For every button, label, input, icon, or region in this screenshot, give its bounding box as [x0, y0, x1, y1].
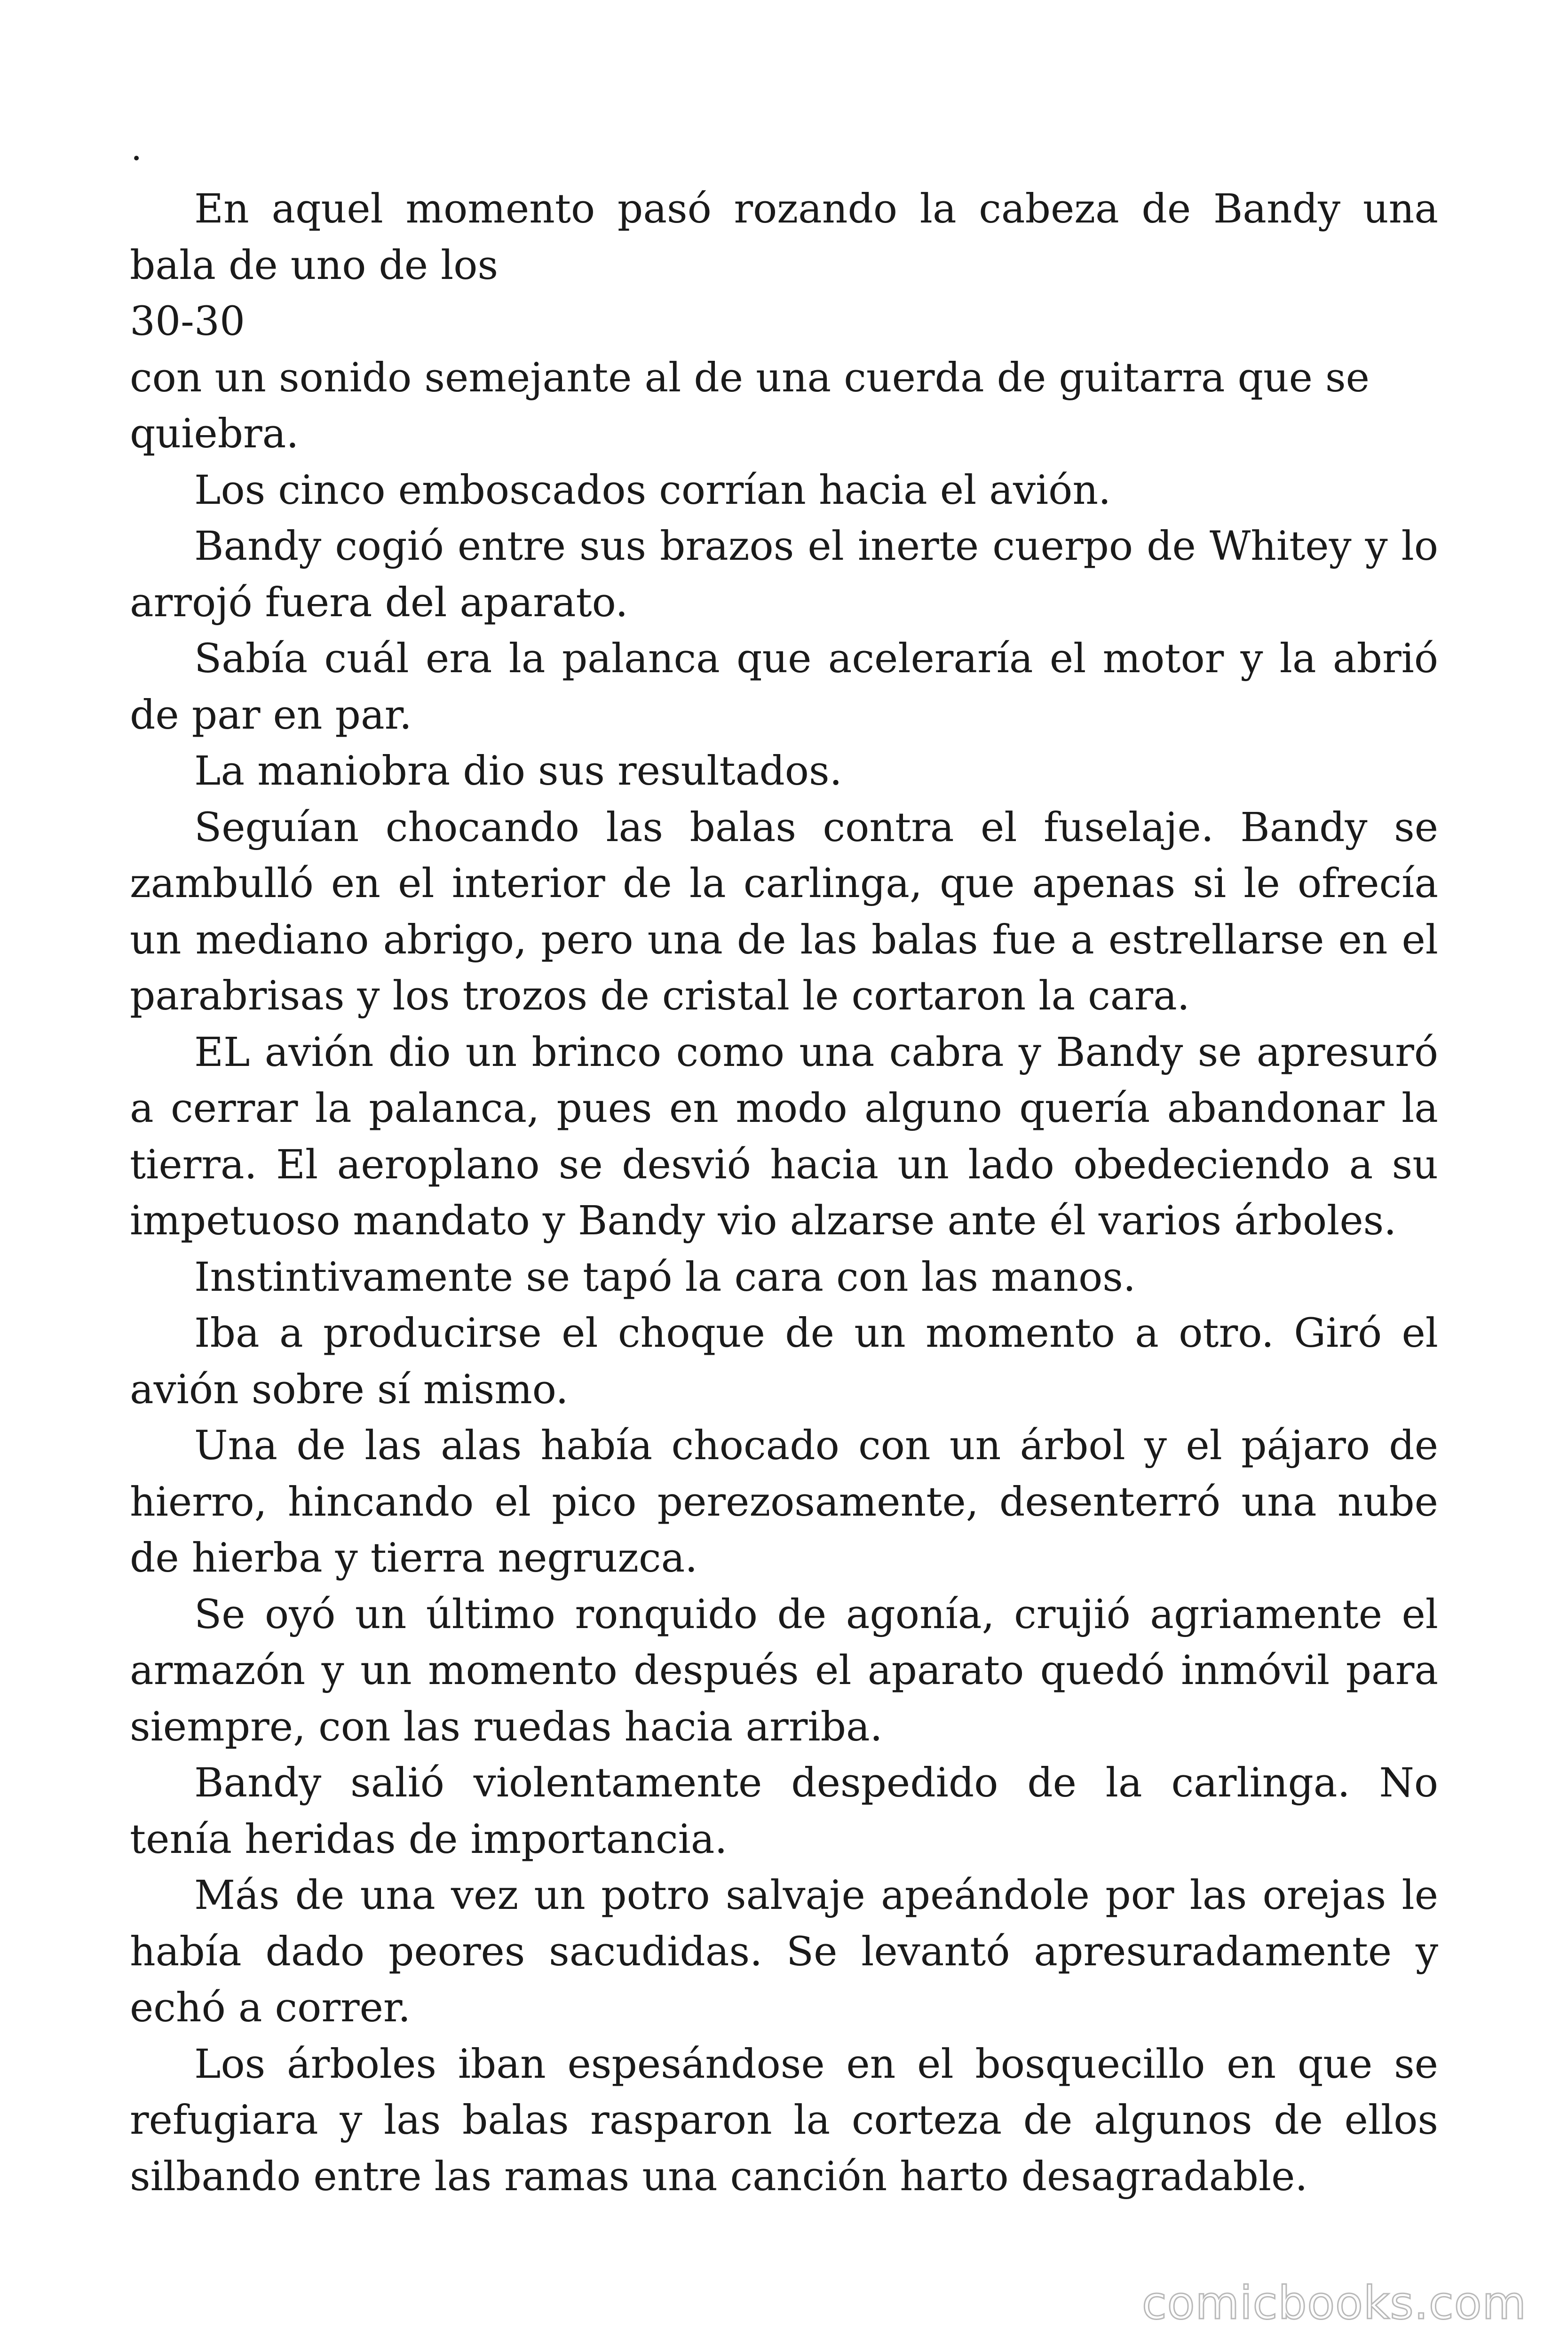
paragraph: La maniobra dio sus resultados. [194, 748, 842, 795]
paragraph: En aquel momento pasó rozando la cabeza de Bandy una bala de uno de los [130, 186, 1438, 289]
paragraph: con un sonido semejante al de una cuerda de guitarra que se quiebra. [130, 354, 1370, 457]
paragraph: Más de una vez un potro salvaje apeándole por las orejas le había dado peores sacudidas. Se levantó apresuradamente y echó a correr. [130, 1872, 1438, 2031]
paragraph: Bandy salió violentamente despedido de la carlinga. No tenía heridas de importancia. [130, 1760, 1438, 1863]
paragraph: Seguían chocando las balas contra el fuselaje. Bandy se zambulló en el interior de la carlinga, que apenas si le ofrecía un mediano abrigo, pero una de las balas fue a estrellarse en el parabrisas y los trozos de cristal le cortaron la cara. [130, 804, 1438, 1019]
top-mark: . [131, 127, 143, 168]
paragraph: Los árboles iban espesándose en el bosquecillo en que se refugiara y las balas rasparon la corteza de algunos de ellos silbando entre las ramas una canción harto desagradable. [130, 2041, 1438, 2200]
paragraph: Se oyó un último ronquido de agonía, crujió agriamente el armazón y un momento después el aparato quedó inmóvil para siempre, con las ruedas hacia arriba. [130, 1591, 1438, 1750]
paragraph: EL avión dio un brinco como una cabra y Bandy se apresuró a cerrar la palanca, pues en modo alguno quería abandonar la tierra. El aeroplano se desvió hacia un lado obedeciendo a su impetuoso mandato y Bandy vio alzarse ante él varios árboles. [130, 1029, 1438, 1244]
watermark: comicbooks.com [1141, 2277, 1527, 2329]
paragraph: Sabía cuál era la palanca que aceleraría el motor y la abrió de par en par. [130, 636, 1438, 739]
paragraph: Iba a producirse el choque de un momento a otro. Giró el avión sobre sí mismo. [130, 1310, 1438, 1413]
paragraph: Una de las alas había chocado con un árbol y el pájaro de hierro, hincando el pico perezosamente, desenterró una nube de hierba y tierra negruzca. [130, 1422, 1438, 1581]
paragraph: Instintivamente se tapó la cara con las manos. [194, 1254, 1136, 1301]
paragraph: Bandy cogió entre sus brazos el inerte cuerpo de Whitey y lo arrojó fuera del aparato. [130, 523, 1438, 626]
body-text [130, 181, 1438, 2205]
paragraph: Los cinco emboscados corrían hacia el avión. [194, 467, 1111, 514]
paragraph: 30-30 [130, 298, 245, 345]
